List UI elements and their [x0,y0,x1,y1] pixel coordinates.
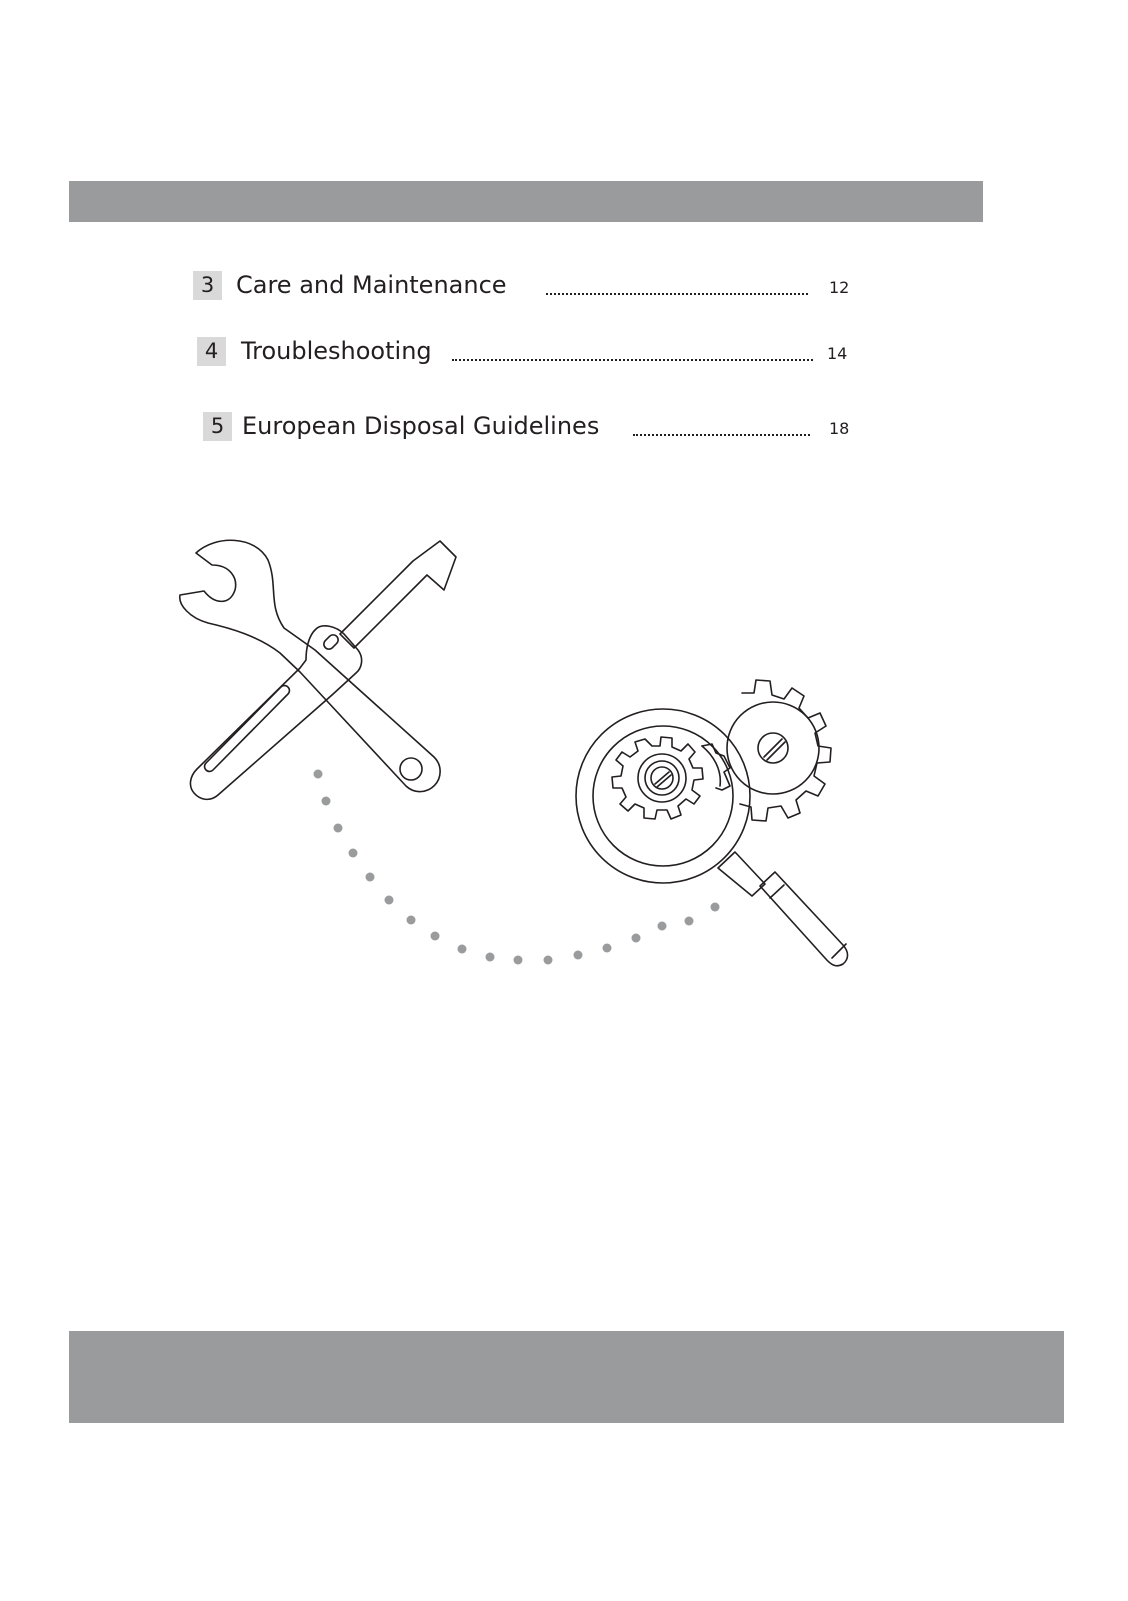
toc-entry-care-and-maintenance[interactable] [0,268,1128,308]
tools-illustration [0,500,1128,1000]
toc-entry-number: 3 [193,271,222,300]
toc-entry-title: Troubleshooting [241,337,432,365]
header-band [69,181,983,222]
toc-entry-european-disposal-guidelines[interactable] [0,409,1128,449]
toc-entry-page: 14 [827,344,848,363]
toc-dot-leader [452,359,813,361]
wrench-icon [180,540,440,791]
toc-entry-number: 5 [203,412,232,441]
toc-entry-page: 12 [829,278,850,297]
toc-dot-leader [546,293,808,295]
screwdriver-icon [190,541,456,799]
dotted-path [314,770,720,965]
gear-icon [727,680,831,821]
toc-entry-troubleshooting[interactable] [0,334,1128,374]
toc-entry-number: 4 [197,337,226,366]
toc-entry-title: Care and Maintenance [236,271,507,299]
toc-entry-title: European Disposal Guidelines [242,412,600,440]
toc-entry-page: 18 [829,419,850,438]
toc-dot-leader [633,434,810,436]
magnifier-icon [576,709,848,966]
footer-band [69,1331,1064,1423]
